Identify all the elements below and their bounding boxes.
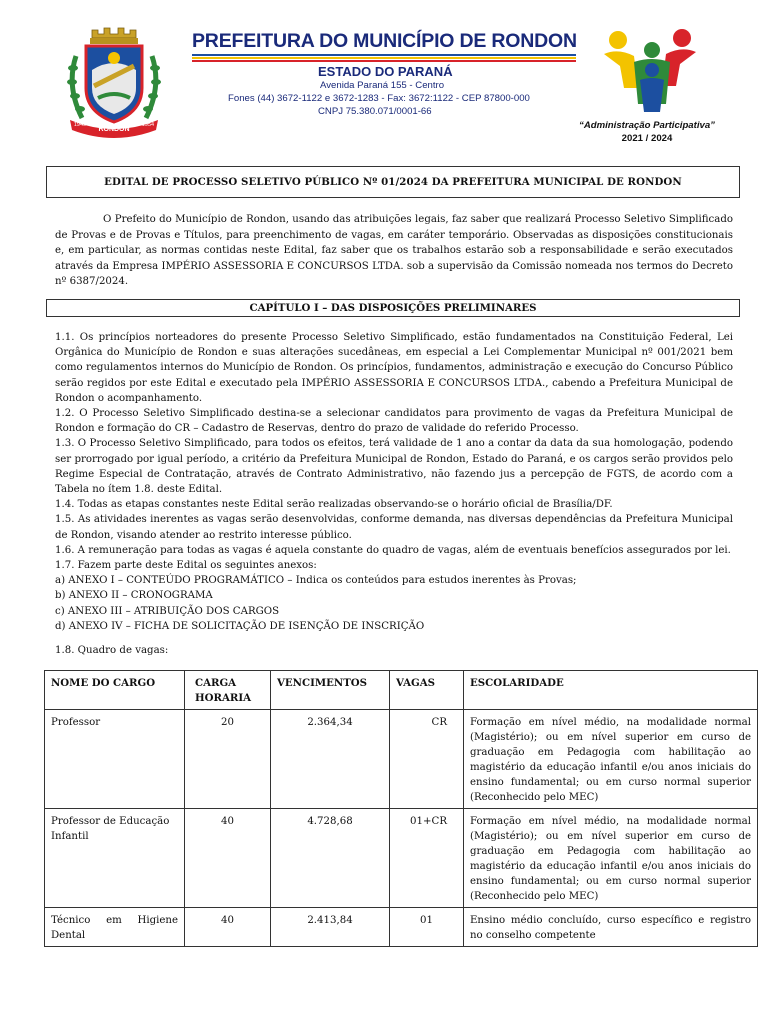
quadro-de-vagas-title: 1.8. Quadro de vagas: [55, 645, 169, 656]
paragraph-1-2: 1.2. O Processo Seletivo Simplificado destina-se a selecionar candidatos para provimento de vagas da Prefeitura Municipal de Rondon e formação do CR – Cadastro de Reservas, dentro do prazo de validade do referido Processo. [55, 408, 733, 435]
cell-vagas: 01+CR [390, 809, 464, 908]
cell-cargo: Técnico em Higiene Dental [45, 908, 185, 947]
municipal-coat-of-arms-icon [64, 26, 164, 138]
cnpj: CNPJ 75.380.071/0001-66 [318, 106, 432, 117]
table-header-row [45, 671, 758, 710]
table-row [45, 710, 758, 809]
flag-stripes [192, 54, 576, 62]
paragraph-1-5: 1.5. As atividades inerentes as vagas serão desenvolvidas, conforme demanda, nas diversas dependências da Prefeitura Municipal de Rondon, visando atender ao restrito interesse público. [55, 514, 733, 541]
annex-item-a: a) ANEXO I – CONTEÚDO PROGRAMÁTICO – Indica os conteúdos para estudos inerentes às Provas; [55, 575, 577, 587]
header-vencimentos: VENCIMENTOS [271, 671, 390, 710]
paragraph-1-1: 1.1. Os princípios norteadores do presente Processo Seletivo Simplificado, estão fundamentados na Constituição Federal, Lei Orgânica do Município de Rondon e suas alterações sucedâneas, em especial a Lei Complementar Municipal nº 001/2021 bem como regulamentos internos do Município de Rondon. Os princípios, fundamentos, administração e execução do Concurso Público serão regidos por este Edital e executado pela IMPÉRIO ASSESSORIA E CONCURSOS LTDA., cabendo a Prefeitura Municipal de Rondon o acompanhamento. [55, 332, 733, 404]
crest-ribbon-text: RONDON [98, 126, 130, 133]
chapter-title: CAPÍTULO I – DAS DISPOSIÇÕES PRELIMINARES [249, 302, 537, 314]
crest-year-right: 1954 [141, 122, 155, 128]
cell-escolaridade: Formação em nível médio, na modalidade normal (Magistério); ou em nível superior em curso de graduação em Pedagogia com habilitação ao magistério da educação infantil e/ou anos iniciais do ensino fundamental; ou em curso normal superior (Reconhecido pelo MEC) [464, 809, 758, 908]
slogan: “Administração Participativa” [579, 120, 715, 131]
cell-vagas: CR [390, 710, 464, 809]
header-vagas: VAGAS [390, 671, 464, 710]
participative-administration-logo-icon [600, 26, 700, 114]
administration-years: 2021 / 2024 [621, 133, 673, 144]
table-row [45, 908, 758, 947]
header-carga-horaria: CARGA HORARIA [185, 671, 271, 710]
cell-carga: 40 [185, 809, 271, 908]
cell-escolaridade: Formação em nível médio, na modalidade normal (Magistério); ou em nível superior em curso de graduação em Pedagogia com habilitação ao magistério da educação infantil e/ou anos iniciais do ensino fundamental; ou em curso normal superior (Reconhecido pelo MEC) [464, 710, 758, 809]
cell-carga: 20 [185, 710, 271, 809]
header-cargo: NOME DO CARGO [45, 671, 185, 710]
annex-item-b: b) ANEXO II – CRONOGRAMA [55, 590, 213, 602]
vacancy-table [44, 670, 758, 947]
chapter-body [55, 330, 733, 634]
paragraph-1-7: 1.7. Fazem parte deste Edital os seguintes anexos: [55, 560, 317, 572]
cell-escolaridade: Ensino médio concluído, curso específico e registro no conselho competente [464, 908, 758, 947]
chapter-title-box [46, 299, 740, 317]
crest-year-left: 1949 [73, 122, 87, 128]
edital-title: EDITAL DE PROCESSO SELETIVO PÚBLICO Nº 01/2024 DA PREFEITURA MUNICIPAL DE RONDON [104, 176, 682, 188]
edital-title-box [46, 166, 740, 198]
intro-paragraph [55, 212, 733, 290]
prefeitura-title: PREFEITURA DO MUNICÍPIO DE RONDON [192, 30, 577, 52]
letterhead [0, 0, 770, 160]
state-name: ESTADO DO PARANÁ [318, 64, 453, 79]
cell-vencimento: 2.413,84 [271, 908, 390, 947]
cell-cargo: Professor [45, 710, 185, 809]
paragraph-1-6: 1.6. A remuneração para todas as vagas é aquela constante do quadro de vagas, além de eventuais benefícios assegurados por lei. [55, 544, 731, 556]
annex-item-d: d) ANEXO IV – FICHA DE SOLICITAÇÃO DE ISENÇÃO DE INSCRIÇÃO [55, 620, 425, 632]
cell-vagas: 01 [390, 908, 464, 947]
table-row [45, 809, 758, 908]
annex-item-c: c) ANEXO III – ATRIBUIÇÃO DOS CARGOS [55, 605, 280, 617]
paragraph-1-3: 1.3. O Processo Seletivo Simplificado, para todos os efeitos, terá validade de 1 ano a contar da data da sua homologação, podendo ser prorrogado por igual período, a critério da Prefeitura Municipal de Rondon, Estado do Paraná, e os cargos serão providos pelo Regime Especial de Contratação, através de Contrato Administrativo, não fazendo jus a percepção de FGTS, de acordo com a Tabela no ítem 1.8. deste Edital. [55, 438, 733, 496]
cell-cargo: Professor de Educação Infantil [45, 809, 185, 908]
cell-vencimento: 2.364,34 [271, 710, 390, 809]
cell-vencimento: 4.728,68 [271, 809, 390, 908]
cell-carga: 40 [185, 908, 271, 947]
intro-text: O Prefeito do Município de Rondon, usando das atribuições legais, faz saber que realizará Processo Seletivo Simplificado de Provas e de Provas e Títulos, para preenchimento de vagas, em caráter temporário. Observadas as disposições constitucionais e, em particular, as normas contidas neste Edital, faz saber que os trabalhos estarão sob a responsabilidade e serão executados através da Empresa IMPÉRIO ASSESSORIA E CONCURSOS LTDA. sob a supervisão da Comissão nomeada nos termos do Decreto nº 6387/2024. [55, 214, 733, 287]
phone-numbers: Fones (44) 3672-1122 e 3672-1283 - Fax: 3672:1122 - CEP 87800-000 [228, 93, 530, 104]
header-escolaridade: ESCOLARIDADE [464, 671, 758, 710]
address: Avenida Paraná 155 - Centro [320, 80, 445, 91]
paragraph-1-4: 1.4. Todas as etapas constantes neste Edital serão realizadas observando-se o horário oficial de Brasília/DF. [55, 499, 613, 511]
